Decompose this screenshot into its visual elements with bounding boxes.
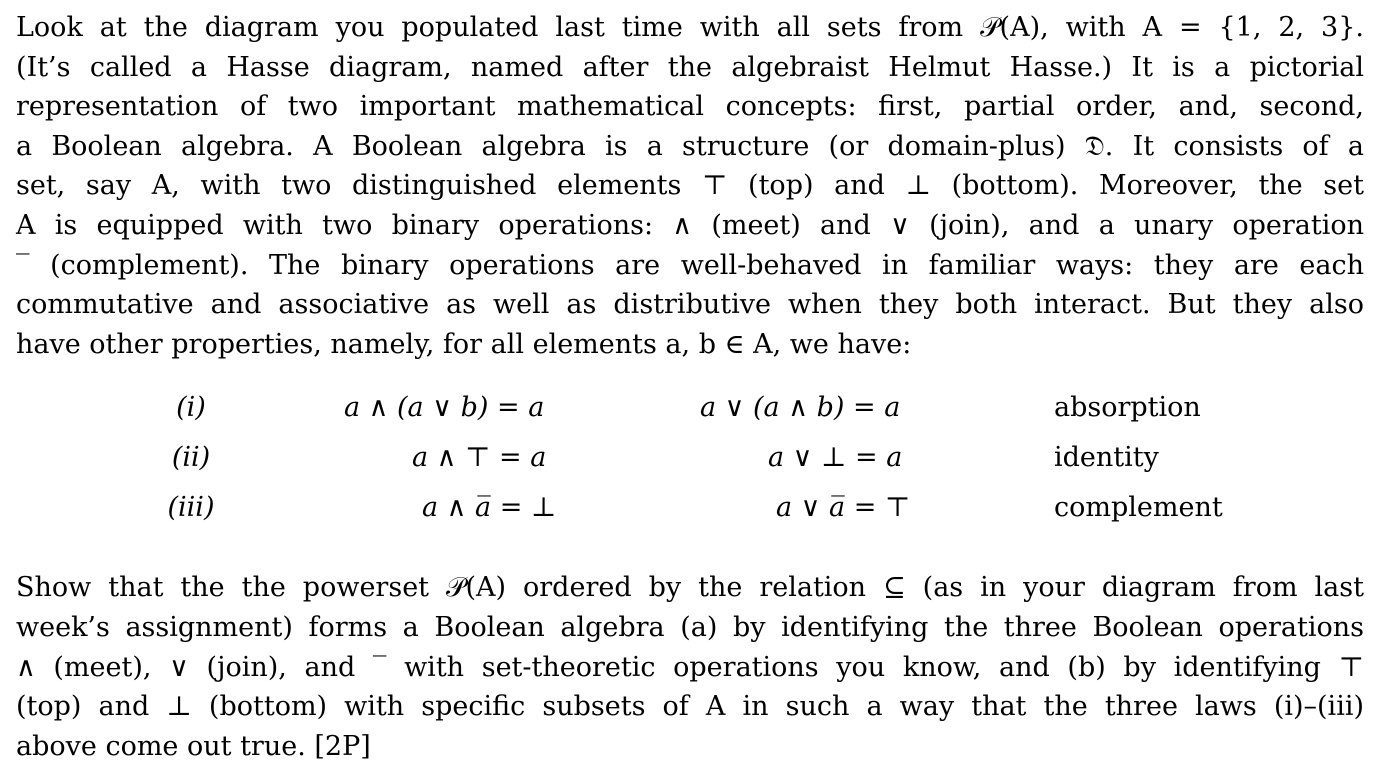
- intro-line: ‾ (complement). The binary operations are well-behaved in familiar ways: they are each: [16, 249, 1364, 281]
- task-line: ∧ (meet), ∨ (join), and ‾ with set-theoretic operations you know, and (b) by identifying ⊤: [16, 651, 1364, 683]
- law-row-complement: [16, 492, 1364, 532]
- law-name: identity: [1054, 442, 1159, 474]
- task-paragraph: [16, 568, 1364, 766]
- intro-line: a Boolean algebra. A Boolean algebra is a structure (or domain-plus) 𝔇. It consists of a: [16, 130, 1364, 162]
- task-line: above come out true. [2P]: [16, 730, 371, 762]
- law-join-equation: a ∨ a̅ = ⊤: [776, 492, 911, 524]
- intro-line: A is equipped with two binary operations: ∧ (meet) and ∨ (join), and a unary operation: [16, 209, 1364, 241]
- law-row-identity: [16, 442, 1364, 482]
- law-label: (i): [176, 392, 206, 424]
- law-join-equation: a ∨ (a ∧ b) = a: [700, 392, 901, 424]
- intro-line: have other properties, namely, for all elements a, b ∈ A, we have:: [16, 328, 912, 360]
- intro-paragraph: [16, 8, 1364, 364]
- law-meet-equation: a ∧ ⊤ = a: [412, 442, 547, 474]
- law-label: (iii): [167, 492, 215, 524]
- intro-line: (It’s called a Hasse diagram, named after the algebraist Helmut Hasse.) It is a pictorial: [16, 51, 1364, 83]
- law-name: absorption: [1054, 392, 1201, 424]
- intro-line: set, say A, with two distinguished elements ⊤ (top) and ⊥ (bottom). Moreover, the set: [16, 170, 1364, 202]
- law-name: complement: [1054, 492, 1223, 524]
- boolean-laws-table: [16, 392, 1364, 544]
- law-row-absorption: [16, 392, 1364, 432]
- law-meet-equation: a ∧ a̅ = ⊥: [422, 492, 557, 524]
- law-join-equation: a ∨ ⊥ = a: [768, 442, 903, 474]
- task-line: week’s assignment) forms a Boolean algebra (a) by identifying the three Boolean operations: [16, 611, 1364, 643]
- intro-line: commutative and associative as well as distributive when they both interact. But they also: [16, 289, 1364, 321]
- intro-line: Look at the diagram you populated last time with all sets from 𝒫(A), with A = {1, 2, 3}.: [16, 12, 1364, 43]
- law-label: (ii): [171, 442, 211, 474]
- task-line: Show that the the powerset 𝒫(A) ordered by the relation ⊆ (as in your diagram from last: [16, 572, 1364, 604]
- task-line: (top) and ⊥ (bottom) with specific subsets of A in such a way that the three laws (i)–(iii): [16, 691, 1364, 723]
- law-meet-equation: a ∧ (a ∨ b) = a: [344, 392, 545, 424]
- intro-line: representation of two important mathematical concepts: first, partial order, and, second,: [16, 91, 1364, 123]
